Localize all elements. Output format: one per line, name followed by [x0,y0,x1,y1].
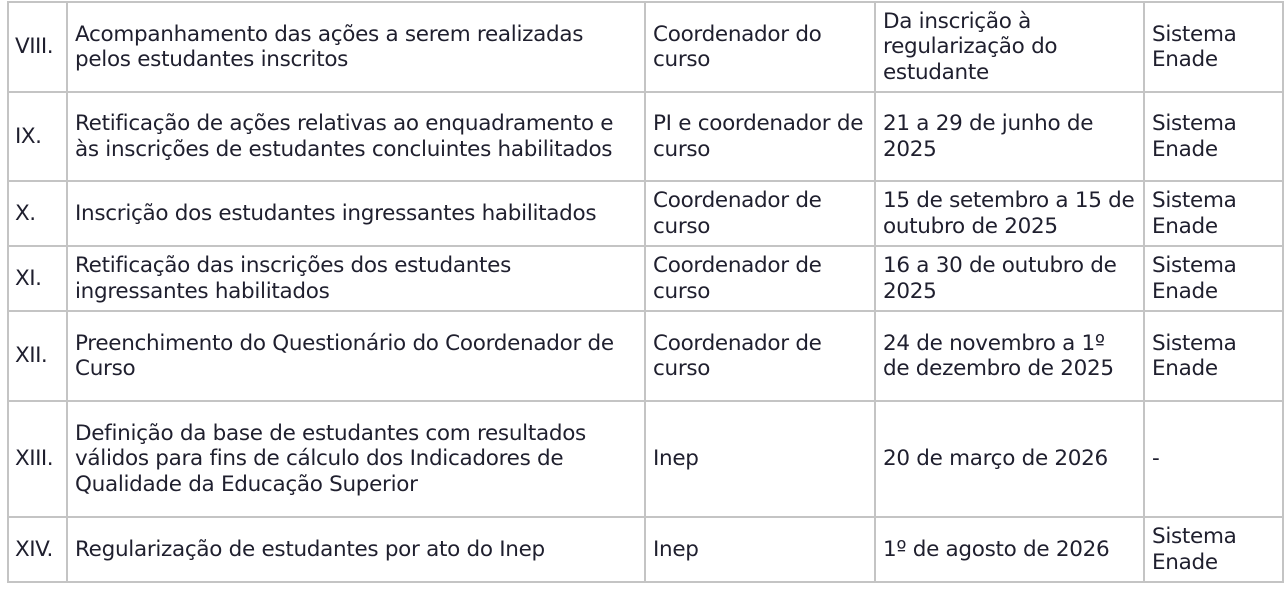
period-cell: 15 de setembro a 15 de outubro de 2025 [875,181,1144,246]
period-cell: Da inscrição à regularização do estudante [875,2,1144,92]
action-cell: Inscrição dos estudantes ingressantes habilitados [67,181,645,246]
action-cell: Retificação das inscrições dos estudantes ingressantes habilitados [67,246,645,311]
table-row [8,311,1283,401]
item-number: XII. [8,311,67,401]
item-number: IX. [8,92,67,181]
action-cell: Acompanhamento das ações a serem realizadas pelos estudantes inscritos [67,2,645,92]
period-cell: 1º de agosto de 2026 [875,517,1144,582]
system-cell: Sistema Enade [1144,246,1283,311]
item-number: VIII. [8,2,67,92]
item-number: XI. [8,246,67,311]
responsible-cell: Coordenador de curso [645,311,875,401]
table-row [8,246,1283,311]
system-cell: Sistema Enade [1144,2,1283,92]
period-cell: 16 a 30 de outubro de 2025 [875,246,1144,311]
responsible-cell: Inep [645,401,875,517]
table-row [8,92,1283,181]
table-row [8,517,1283,582]
system-cell: Sistema Enade [1144,92,1283,181]
action-cell: Regularização de estudantes por ato do Inep [67,517,645,582]
responsible-cell: Coordenador de curso [645,246,875,311]
schedule-table [7,1,1284,583]
period-cell: 21 a 29 de junho de 2025 [875,92,1144,181]
item-number: XIII. [8,401,67,517]
action-cell: Definição da base de estudantes com resultados válidos para fins de cálculo dos Indicadores de Qualidade da Educação Superior [67,401,645,517]
table-row [8,401,1283,517]
period-cell: 24 de novembro a 1º de dezembro de 2025 [875,311,1144,401]
item-number: XIV. [8,517,67,582]
period-cell: 20 de março de 2026 [875,401,1144,517]
responsible-cell: PI e coordenador de curso [645,92,875,181]
action-cell: Retificação de ações relativas ao enquadramento e às inscrições de estudantes concluintes habilitados [67,92,645,181]
table-row [8,2,1283,92]
table-row [8,181,1283,246]
item-number: X. [8,181,67,246]
system-cell: Sistema Enade [1144,311,1283,401]
responsible-cell: Inep [645,517,875,582]
action-cell: Preenchimento do Questionário do Coordenador de Curso [67,311,645,401]
system-cell: Sistema Enade [1144,517,1283,582]
responsible-cell: Coordenador de curso [645,181,875,246]
system-cell: - [1144,401,1283,517]
responsible-cell: Coordenador do curso [645,2,875,92]
system-cell: Sistema Enade [1144,181,1283,246]
